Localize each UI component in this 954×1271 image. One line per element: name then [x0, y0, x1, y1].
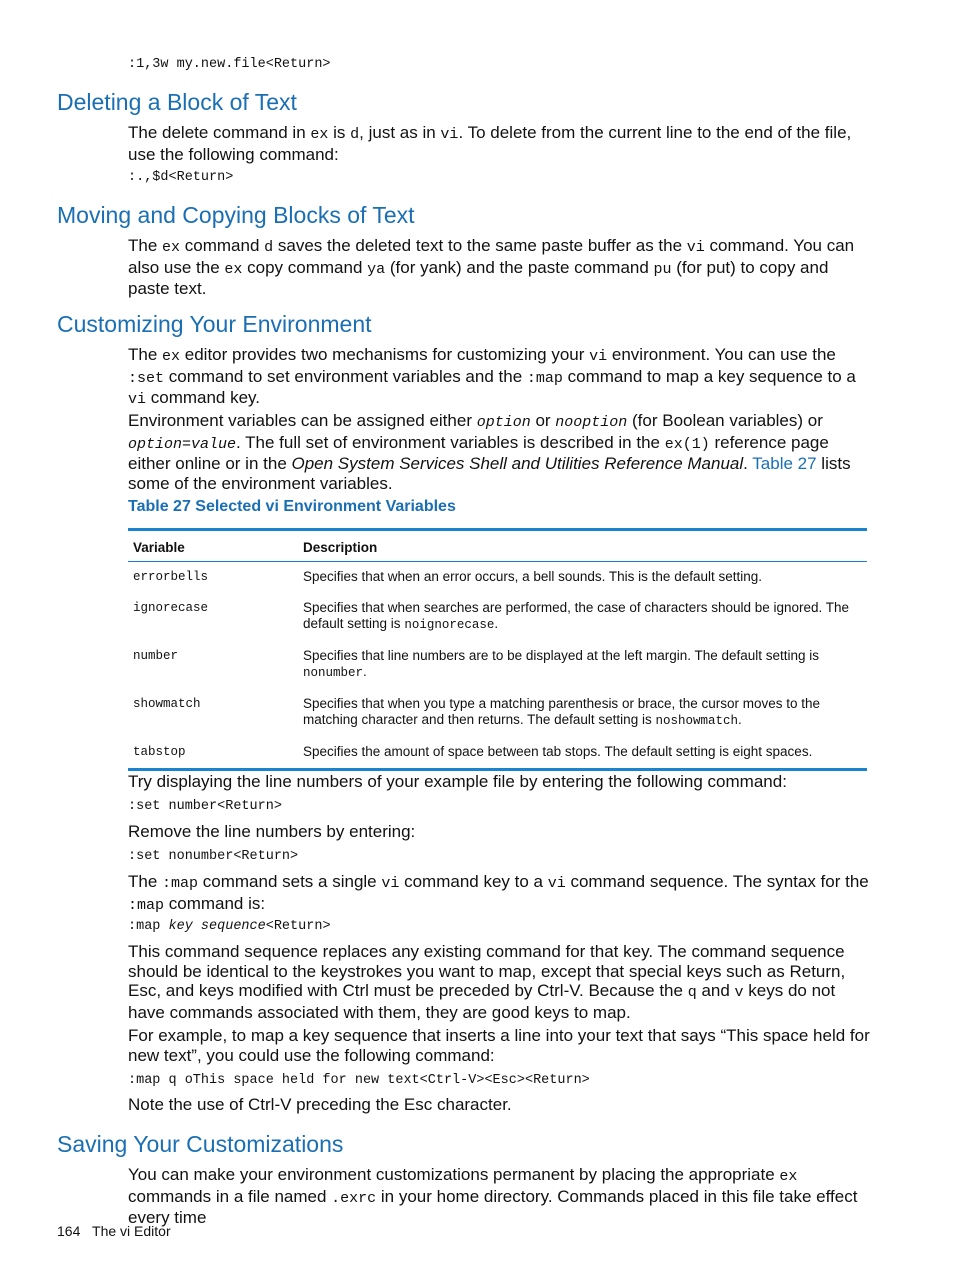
environment-variables-table [128, 528, 867, 771]
code-write-lines: :1,3w my.new.file<Return> [128, 57, 331, 72]
code-set-number: :set number<Return> [128, 799, 282, 814]
variable-name: number [133, 649, 179, 663]
table-row [128, 562, 867, 594]
code-set-nonumber: :set nonumber<Return> [128, 849, 299, 864]
variable-name: tabstop [128, 737, 298, 770]
paragraph-example: For example, to map a key sequence that inserts a line into your text that says “This space held for new text”, you could use the following command: [128, 1026, 870, 1065]
variable-description: Specifies that when searches are performed, the case of characters should be ignored. The default setting is noignorecase. [303, 600, 850, 632]
paragraph-map-command: The :map command sets a single vi command key to a vi command sequence. The syntax for the :map command is: [128, 872, 869, 914]
paragraph-remove-numbers: Remove the line numbers by entering: [128, 822, 416, 841]
variable-description: Specifies the amount of space between tab stops. The default setting is eight spaces. [298, 737, 867, 770]
code-delete: :.,$d<Return> [128, 170, 234, 185]
variable-description: Specifies that when you type a matching parenthesis or brace, the cursor moves to the matching character and then returns. The default setting is noshowmatch. [303, 696, 821, 728]
variable-name: showmatch [133, 697, 201, 711]
table-caption: Table 27 Selected vi Environment Variables [128, 498, 456, 515]
paragraph-try-display: Try displaying the line numbers of your example file by entering the following command: [128, 772, 787, 791]
column-header-description: Description [298, 530, 867, 562]
page-number: 164 [57, 1223, 81, 1239]
table-row [128, 641, 867, 689]
code-map-syntax: :map key sequence<Return> [128, 919, 331, 934]
table-27-link[interactable]: Table 27 [752, 454, 817, 474]
paragraph-customizing-2: Environment variables can be assigned either option or nooption (for Boolean variables) or option=value. The full set of environment variables is described in the ex(1) reference page either online or in the Open System Services Shell and Utilities Reference Manual. Table 27 lists some of the environment variables. [128, 411, 851, 493]
chapter-title: The vi Editor [92, 1223, 171, 1239]
heading-moving-copying: Moving and Copying Blocks of Text [57, 202, 415, 228]
variable-description: Specifies that when an error occurs, a bell sounds. This is the default setting. [303, 569, 762, 584]
table-row [128, 737, 867, 770]
heading-saving: Saving Your Customizations [57, 1131, 344, 1157]
paragraph-delete: The delete command in ex is d, just as in vi. To delete from the current line to the end of the file, use the following command: [128, 123, 852, 164]
paragraph-move: The ex command d saves the deleted text to the same paste buffer as the vi command. You can also use the ex copy command ya (for yank) and the paste command pu (for put) to copy and paste text. [128, 236, 855, 299]
paragraph-customizing-1: The ex editor provides two mechanisms for customizing your vi environment. You can use the :set command to set environment variables and the :map command to map a key sequence to a vi command key. [128, 345, 856, 409]
table-row [128, 689, 867, 737]
variable-description: Specifies that line numbers are to be displayed at the left margin. The default setting is nonumber. [303, 648, 820, 680]
heading-deleting-block: Deleting a Block of Text [57, 89, 297, 115]
variable-name: ignorecase [133, 601, 209, 615]
paragraph-saving: You can make your environment customizations permanent by placing the appropriate ex commands in a file named .exrc in your home directory. Commands placed in this file take effect every time [128, 1165, 858, 1228]
paragraph-note: Note the use of Ctrl-V preceding the Esc character. [128, 1095, 512, 1114]
table-row [128, 593, 867, 641]
variable-name: errorbells [133, 570, 209, 584]
column-header-variable: Variable [128, 530, 298, 562]
paragraph-replace: This command sequence replaces any existing command for that key. The command sequence should be identical to the keystrokes you want to map, except that special keys such as Return, Esc, and keys modified with Ctrl must be preceded by Ctrl-V. Because the q and v keys do not have commands associated with them, they are good keys to map. [128, 942, 846, 1022]
heading-customizing: Customizing Your Environment [57, 311, 372, 337]
page-footer [57, 1223, 171, 1239]
code-map-q: :map q oThis space held for new text<Ctrl-V><Esc><Return> [128, 1073, 590, 1088]
